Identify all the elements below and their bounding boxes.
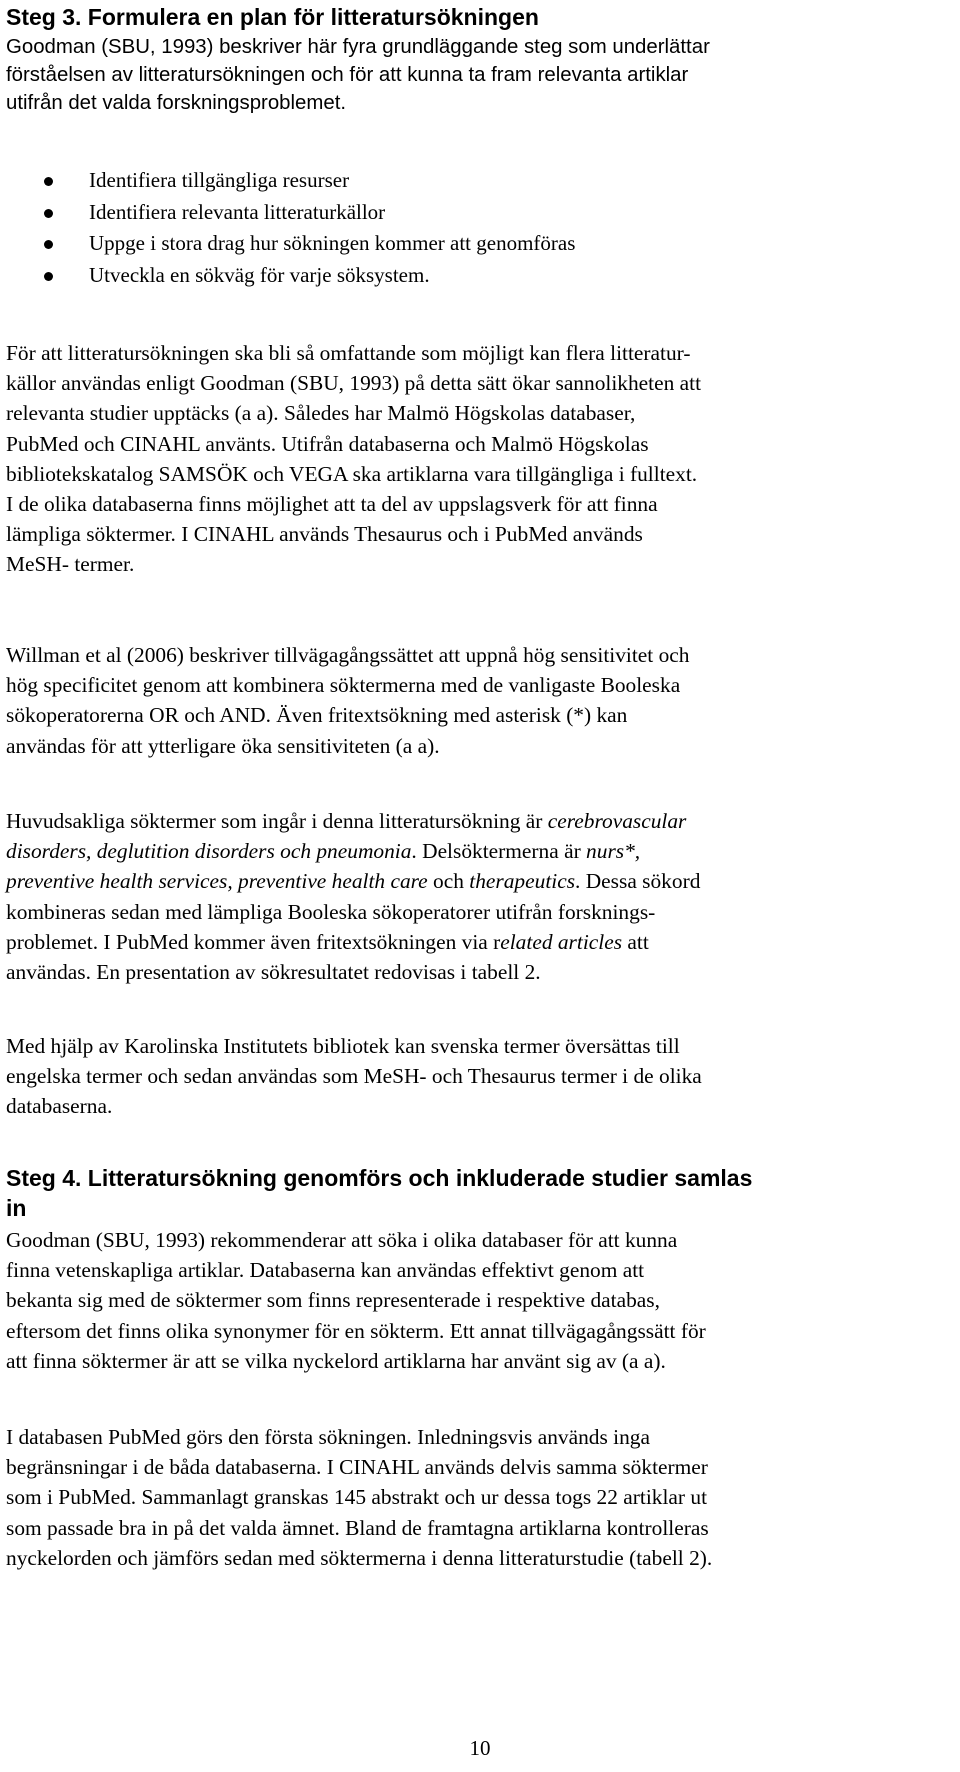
paragraph-line: kombineras sedan med lämpliga Booleska sökoperatorer utifrån forsknings- [6, 899, 656, 924]
bullet-item-text: Utveckla en sökväg för varje söksystem. [89, 262, 430, 287]
step4-paragraph-2 [6, 1422, 956, 1573]
text-run: att [622, 929, 649, 954]
step3-heading [6, 2, 956, 32]
paragraph-line [6, 836, 956, 866]
paragraph-line: I de olika databaserna finns möjlighet att ta del av uppslagsverk för att finna [6, 492, 658, 517]
bullet-item [0, 260, 950, 292]
step3-paragraph-4 [6, 1031, 956, 1122]
step3-paragraph-2 [6, 640, 956, 761]
paragraph-line: användas för att ytterligare öka sensitiviteten (a a). [6, 733, 440, 758]
italic-term: elated articles [500, 929, 623, 954]
step3-intro [6, 33, 956, 118]
paragraph-line: MeSH- termer. [6, 552, 135, 577]
paragraph-line: bibliotekskatalog SAMSÖK och VEGA ska artiklarna vara tillgängliga i fulltext. [6, 461, 698, 486]
paragraph-line: Med hjälp av Karolinska Institutets bibliotek kan svenska termer översättas till [6, 1034, 680, 1058]
paragraph-line: engelska termer och sedan användas som MeSH- och Thesaurus termer i de olika [6, 1064, 702, 1089]
step3-heading-text: Steg 3. Formulera en plan för litteratursökningen [6, 4, 539, 30]
step4-heading-line: Steg 4. Litteratursökning genomförs och inkluderade studier samlas [6, 1165, 753, 1191]
bullet-dot-icon [44, 177, 53, 186]
paragraph-line: att finna söktermer är att se vilka nyckelord artiklarna har använt sig av (a a). [6, 1348, 666, 1373]
step3-paragraph-3 [6, 806, 956, 987]
paragraph-line: För att litteratursökningen ska bli så omfattande som möjligt kan flera litteratur- [6, 341, 691, 365]
paragraph-line: eftersom det finns olika synonymer för en sökterm. Ett annat tillvägagångssätt för [6, 1318, 706, 1343]
bullet-item [0, 165, 950, 197]
paragraph-line: finna vetenskapliga artiklar. Databaserna kan användas effektivt genom att [6, 1258, 645, 1283]
text-run: . Delsöktermerna är [411, 839, 587, 864]
bullet-item [0, 197, 950, 229]
paragraph-line: användas. En presentation av sökresultatet redovisas i tabell 2. [6, 960, 541, 985]
text-run: och [427, 869, 470, 894]
paragraph-line: nyckelorden och jämförs sedan med söktermerna i denna litteraturstudie (tabell 2). [6, 1545, 713, 1570]
paragraph-line: hög specificitet genom att kombinera söktermerna med de vanligaste Booleska [6, 673, 681, 698]
paragraph-line [6, 927, 956, 957]
italic-term: cerebrovascular [547, 809, 687, 833]
bullet-item [0, 228, 950, 260]
paragraph-line: Willman et al (2006) beskriver tillvägagångssättet att uppnå hög sensitivitet och [6, 643, 690, 667]
paragraph-line: PubMed och CINAHL använts. Utifrån databaserna och Malmö Högskolas [6, 431, 649, 456]
italic-term: preventive health services, preventive health care [6, 869, 428, 894]
paragraph-line: I databasen PubMed görs den första sökningen. Inledningsvis används inga [6, 1425, 650, 1449]
paragraph-line: som i PubMed. Sammanlagt granskas 145 abstrakt och ur dessa togs 22 artiklar ut [6, 1485, 708, 1510]
italic-term: nurs*, [586, 839, 641, 864]
bullet-dot-icon [44, 240, 53, 249]
step3-bullet-list [0, 165, 950, 291]
step3-intro-line: utifrån det valda forskningsproblemet. [6, 92, 347, 115]
paragraph-line: källor användas enligt Goodman (SBU, 1993) på detta sätt ökar sannolikheten att [6, 371, 702, 396]
page-number: 10 [469, 1736, 491, 1760]
text-run: Huvudsakliga söktermer som ingår i denna litteratursökning är [6, 809, 548, 833]
italic-term: disorders, deglutition disorders och pneumonia [6, 839, 412, 864]
step4-paragraph-1 [6, 1225, 956, 1376]
bullet-item-text: Uppge i stora drag hur sökningen kommer att genomföras [89, 231, 576, 255]
paragraph-line: databaserna. [6, 1094, 113, 1119]
paragraph-line: Goodman (SBU, 1993) rekommenderar att söka i olika databaser för att kunna [6, 1228, 678, 1252]
step3-paragraph-1 [6, 338, 956, 580]
step3-intro-line: förståelsen av litteratursökningen och för att kunna ta fram relevanta artiklar [6, 64, 689, 87]
paragraph-line: som passade bra in på det valda ämnet. Bland de framtagna artiklarna kontrolleras [6, 1515, 709, 1540]
paragraph-line: sökoperatorerna OR och AND. Även fritextsökning med asterisk (*) kan [6, 703, 628, 728]
paragraph-line: lämpliga söktermer. I CINAHL används Thesaurus och i PubMed används [6, 522, 643, 547]
step3-intro-line: Goodman (SBU, 1993) beskriver här fyra grundläggande steg som underlättar [6, 36, 710, 58]
paragraph-line: bekanta sig med de söktermer som finns representerade i respektive databas, [6, 1288, 660, 1313]
bullet-dot-icon [44, 209, 53, 218]
text-run: problemet. I PubMed kommer även fritextsökningen via r [6, 929, 501, 954]
paragraph-line: relevanta studier upptäcks (a a). Således har Malmö Högskolas databaser, [6, 401, 636, 426]
bullet-dot-icon [44, 272, 53, 281]
italic-term: therapeutics [469, 869, 576, 894]
paragraph-line [6, 806, 956, 836]
paragraph-line [6, 866, 956, 896]
text-run: . Dessa sökord [575, 869, 701, 894]
step4-heading-line: in [6, 1195, 27, 1221]
bullet-item-text: Identifiera tillgängliga resurser [89, 168, 350, 192]
paragraph-line: begränsningar i de båda databaserna. I CINAHL används delvis samma söktermer [6, 1455, 708, 1480]
step4-heading [6, 1163, 956, 1223]
bullet-item-text: Identifiera relevanta litteraturkällor [89, 199, 386, 224]
